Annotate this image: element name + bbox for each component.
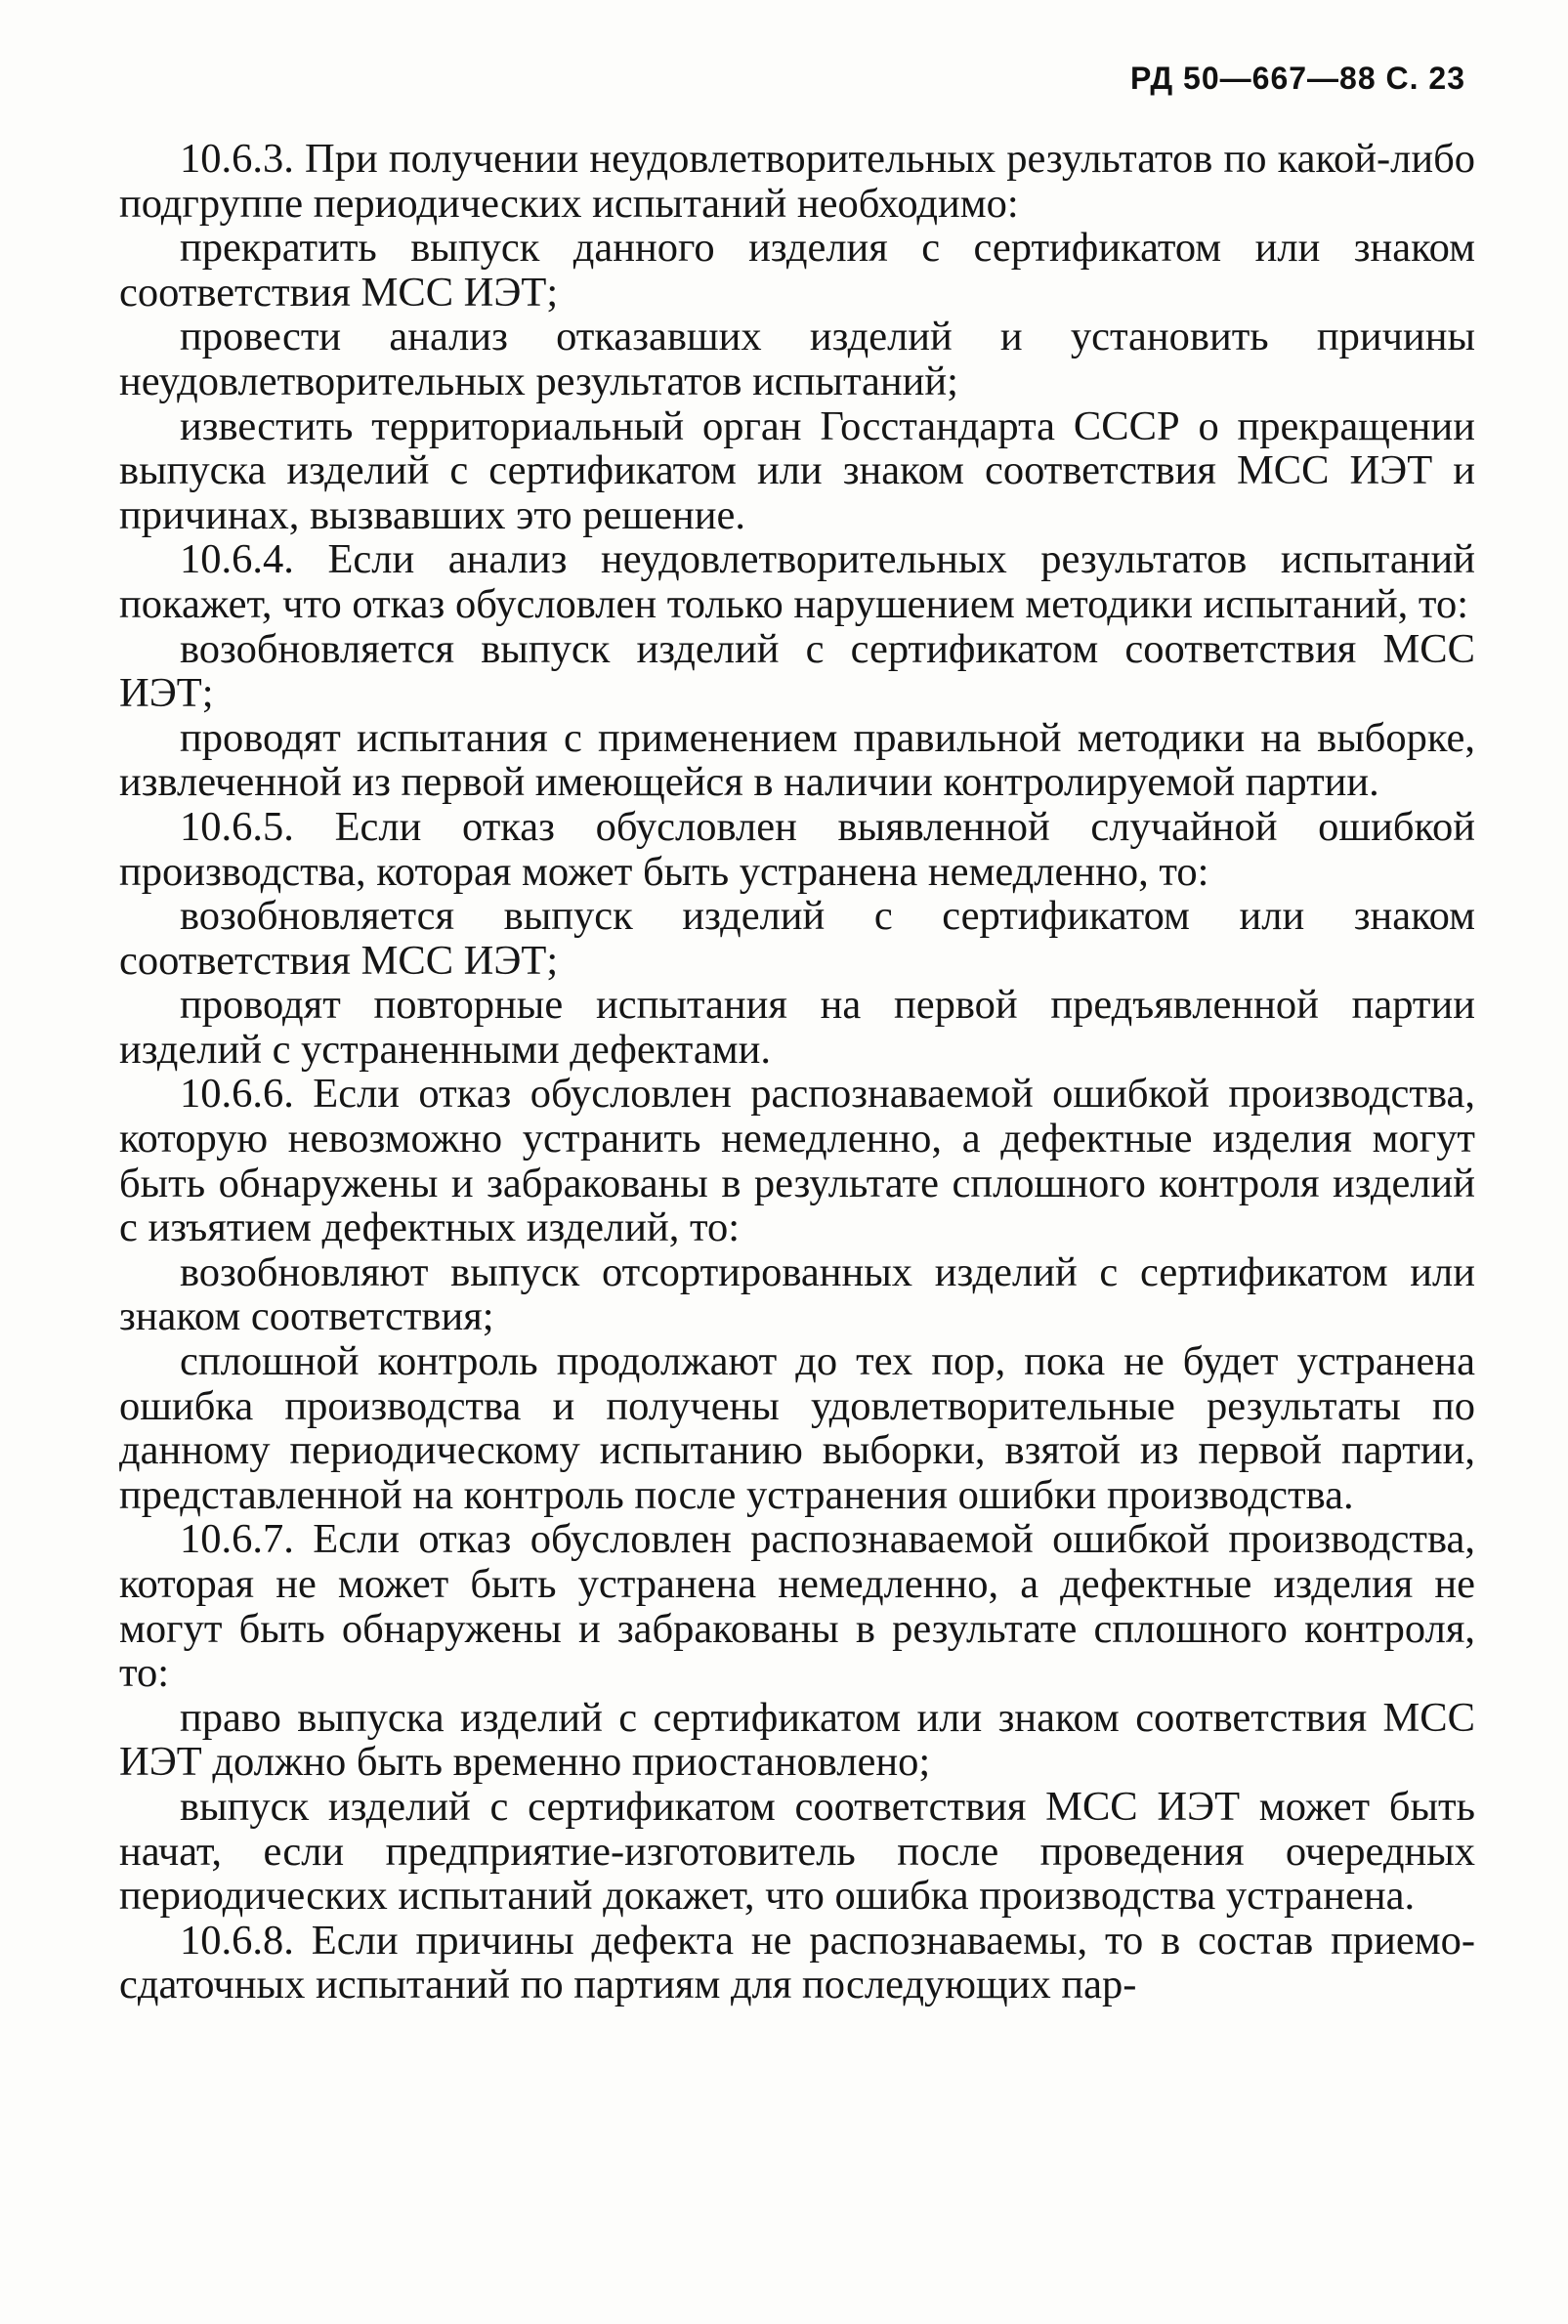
- list-item: возобновляется выпуск изделий с сертификатом или знаком соответствия МСС ИЭТ;: [119, 893, 1475, 984]
- list-item: возобновляется выпуск изделий с сертификатом соответствия МСС ИЭТ;: [119, 625, 1475, 717]
- paragraph-10-6-7: 10.6.7. Если отказ обусловлен распознаваемой ошибкой производства, которая не может быть устранена немедленно, а дефектные изделия не могут быть обнаружены и забракованы в результате сплошного контроля, то:: [119, 1516, 1475, 1697]
- list-item: проводят испытания с применением правильной методики на выборке, извлеченной из первой имеющейся в наличии контролируемой партии.: [119, 714, 1475, 806]
- paragraph-10-6-6: 10.6.6. Если отказ обусловлен распознаваемой ошибкой производства, которую невозможно устранить немедленно, а дефектные изделия могут быть обнаружены и забракованы в результате сплошного контроля изделий с изъятием дефектных изделий, то:: [119, 1071, 1475, 1251]
- list-item: проводят повторные испытания на первой предъявленной партии изделий с устраненными дефектами.: [119, 982, 1475, 1073]
- paragraph-10-6-8: 10.6.8. Если причины дефекта не распознаваемы, то в состав приемо-сдаточных испытаний по партиям для последующих пар-: [119, 1917, 1475, 2008]
- list-item: прекратить выпуск данного изделия с сертификатом или знаком соответствия МСС ИЭТ;: [119, 225, 1475, 316]
- page-header-code: РД 50—667—88 С. 23: [1130, 61, 1465, 96]
- paragraph-10-6-5: 10.6.5. Если отказ обусловлен выявленной случайной ошибкой производства, которая может быть устранена немедленно, то:: [119, 803, 1475, 895]
- list-item: провести анализ отказавших изделий и установить причины неудовлетворительных результатов испытаний;: [119, 314, 1475, 404]
- list-item: известить территориальный орган Госстандарта СССР о прекращении выпуска изделий с сертификатом или знаком соответствия МСС ИЭТ и причинах, вызвавших это решение.: [119, 402, 1475, 538]
- paragraph-10-6-3: 10.6.3. При получении неудовлетворительных результатов по какой-либо подгруппе периодических испытаний необходимо:: [119, 136, 1475, 227]
- list-item: выпуск изделий с сертификатом соответствия МСС ИЭТ может быть начат, если предприятие-изготовитель после проведения очередных периодических испытаний докажет, что ошибка производства устранена.: [119, 1783, 1475, 1920]
- list-item: право выпуска изделий с сертификатом или знаком соответствия МСС ИЭТ должно быть временно приостановлено;: [119, 1694, 1475, 1786]
- paragraph-10-6-4: 10.6.4. Если анализ неудовлетворительных результатов испытаний покажет, что отказ обусловлен только нарушением методики испытаний, то:: [119, 536, 1475, 627]
- list-item: сплошной контроль продолжают до тех пор, пока не будет устранена ошибка производства и получены удовлетворительные результаты по данному периодическому испытанию выборки, взятой из первой партии, представленной на контроль после устранения ошибки производства.: [119, 1338, 1475, 1518]
- document-body: [119, 137, 1475, 2007]
- list-item: возобновляют выпуск отсортированных изделий с сертификатом или знаком соответствия;: [119, 1248, 1475, 1340]
